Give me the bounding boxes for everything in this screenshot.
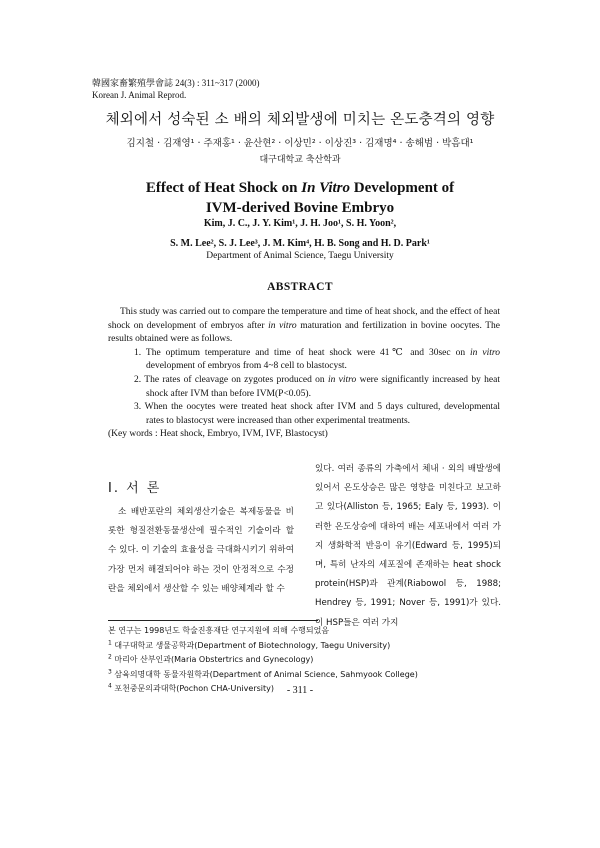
english-affiliation: Department of Animal Science, Taegu University	[206, 251, 394, 261]
abstract-intro-b: maturation and fertilization in bovine oocytes. The results obtained were as follows.	[108, 320, 501, 345]
footnote-1-text: 대구대학교 생물공학과(Department of Biotechnology, Taegu University)	[114, 640, 391, 650]
title-part2: Development of	[350, 180, 455, 196]
item2-a: 2. The rates of cleavage on zygotes produced on	[134, 374, 328, 385]
korean-authors: 김지철 · 김재영¹ · 주재홍¹ · 윤산현² · 이상민² · 이상진³ · 김재명⁴ · 송해범 · 박흠대¹	[126, 138, 474, 149]
body-column-right	[315, 460, 501, 633]
item1-a: 1. The optimum temperature and time of heat shock were 41℃ and 30sec on	[134, 347, 471, 358]
english-authors-line2: S. M. Lee², S. J. Lee³, J. M. Kim⁴, H. B. Song and H. D. Park¹	[170, 238, 430, 249]
body-left-paragraph: 소 배반포란의 체외생산기술은 복제동물을 비롯한 형질전환동물생산에 필수적인 기술이라 할 수 있다. 이 기술의 효율성을 극대화시키기 위하여 가장 먼저 해결되어야 하는 것이 안정적으로 수정란을 체외에서 생산할 수 있는 배양체계라 할 수	[108, 507, 294, 594]
item2-italic: in vitro	[327, 374, 357, 385]
item2-b: were significantly increased by heat shock after IVM than before IVM(P<0.05).	[146, 374, 500, 399]
item1-italic: in vitro	[470, 347, 500, 358]
section-heading-introduction: Ⅰ. 서 론	[108, 481, 162, 496]
abstract-keywords: (Key words : Heat shock, Embryo, IVM, IVF, Blastocyst)	[108, 429, 328, 440]
body-right-paragraph: 있다. 여러 종류의 가축에서 체내 · 외의 배발생에 있어서 온도상승은 많은 영향을 미친다고 보고하고 있다(Alliston 등, 1965; Ealy 등, 1993). 이러한 온도상승에 대하여 배는 세포내에서 여러 가지 생화학적 반응이 유기(Edward 등, 1995)되며, 특히 난자의 세포질에 존재하는 heat shock protein(HSP)과 관계(Riabowol 등, 1988; Hendrey 등, 1991; Nover 등, 1991)가 있다. 이 HSP들은 여러 가지	[315, 464, 501, 628]
footnote-4-text: 포천중문의과대학(Pochon CHA-University)	[114, 684, 274, 693]
abstract-intro	[108, 306, 500, 347]
english-authors-line1: Kim, J. C., J. Y. Kim¹, J. H. Joo¹, S. H. Yoon²,	[203, 218, 397, 229]
page-number: - 311 -	[286, 685, 314, 696]
footnote-marker-2: 2	[108, 653, 112, 661]
korean-title: 체외에서 성숙된 소 배의 체외발생에 미치는 온도충격의 영향	[105, 112, 495, 128]
footnote-2	[108, 653, 508, 668]
footnote-marker-1: 1	[108, 638, 112, 646]
abstract-results-list	[108, 347, 500, 429]
journal-korean-line: 韓國家畜繁殖學會誌 24(3) : 311~317 (2000)	[92, 78, 260, 88]
abstract-intro-a: This study was carried out to compare the temperature and time of heat shock, and the effect of heat shock on development of embryos after	[108, 307, 500, 331]
abstract-heading: ABSTRACT	[267, 281, 333, 293]
journal-english-line: Korean J. Animal Reprod.	[92, 90, 187, 100]
body-column-left	[108, 503, 294, 599]
abstract-intro-italic: in vitro	[268, 320, 297, 331]
english-title	[0, 178, 600, 218]
footnote-marker-3: 3	[108, 667, 112, 675]
footnote-1	[108, 639, 508, 654]
item1-b: development of embryos from 4~8 cell to blastocyst.	[146, 361, 347, 372]
abstract-item-3: 3. When the oocytes were treated heat shock after IVM and 5 days cultured, developmental rates to blastocyst were increased than other experimental treatments.	[134, 402, 500, 426]
footnote-3-text: 삼육의명대학 동물자원학과(Department of Animal Science, Sahmyook College)	[114, 669, 418, 679]
english-title-line1	[0, 178, 600, 198]
english-title-line2: IVM-derived Bovine Embryo	[205, 200, 395, 216]
abstract-body	[108, 306, 500, 442]
footnote-funding: 본 연구는 1998년도 학술진흥재단 연구지원에 의해 수행되었음	[108, 626, 330, 635]
abstract-item-1	[134, 347, 500, 374]
footnote-2-text: 마리아 산부인과(Maria Obstertrics and Gynecology)	[114, 655, 314, 664]
abstract-item-2	[134, 374, 500, 401]
footnote-divider	[108, 620, 318, 621]
english-authors	[0, 214, 600, 254]
title-italic: In Vitro	[301, 180, 351, 196]
journal-citation	[92, 77, 260, 101]
footnote-3	[108, 668, 508, 683]
footnote-marker-4: 4	[108, 682, 112, 690]
title-part1: Effect of Heat Shock on	[145, 180, 302, 196]
korean-affiliation: 대구대학교 축산학과	[259, 155, 341, 165]
